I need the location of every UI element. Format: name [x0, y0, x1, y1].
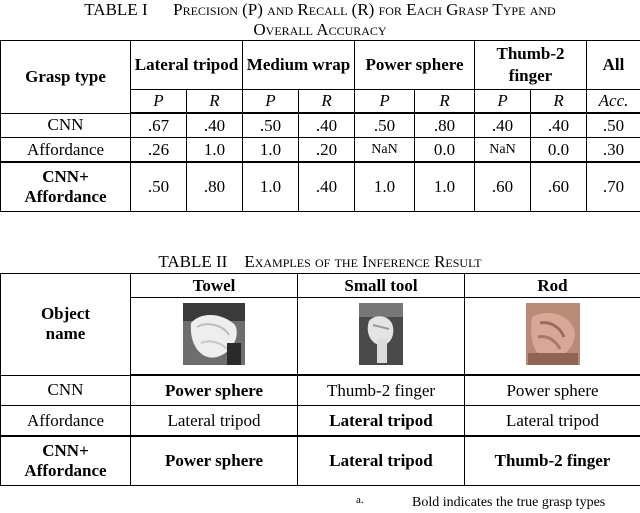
table-cell: .40	[299, 113, 355, 138]
table-cell: 1.0	[187, 138, 243, 163]
table-cell: NaN	[355, 138, 415, 163]
row-name-affordance: Affordance	[1, 406, 131, 437]
footnote-marker: a.	[356, 494, 364, 506]
subheader-r: R	[531, 90, 587, 114]
row-name-affordance: Affordance	[1, 138, 131, 163]
subheader-p: P	[243, 90, 299, 114]
table-row	[1, 113, 640, 138]
table1-label: TABLE I	[84, 0, 148, 19]
towel-grasp-image	[183, 303, 245, 365]
table-row	[1, 406, 640, 437]
table-cell: Power sphere	[131, 375, 298, 406]
table-cell: Lateral tripod	[465, 406, 640, 437]
rod-grasp-image	[526, 303, 580, 365]
table-cell: Thumb-2 finger	[465, 436, 640, 486]
table-cell: .60	[531, 162, 587, 212]
table-cell: 1.0	[243, 162, 299, 212]
table-cell: .60	[475, 162, 531, 212]
table-cell: .50	[131, 162, 187, 212]
table-cell: .40	[475, 113, 531, 138]
table1	[0, 40, 640, 212]
rod-image-cell	[465, 298, 640, 376]
table-cell: Lateral tripod	[131, 406, 298, 437]
table-cell: .67	[131, 113, 187, 138]
table1-caption	[0, 0, 640, 20]
table-cell: 0.0	[415, 138, 475, 163]
subheader-p: P	[475, 90, 531, 114]
header-object-name-line2: name	[45, 324, 86, 344]
row-name-cnn-affordance	[1, 162, 131, 212]
table-cell: .70	[587, 162, 640, 212]
table-cell: .20	[299, 138, 355, 163]
row-name-cnn: CNN	[1, 113, 131, 138]
subheader-p: P	[131, 90, 187, 114]
header-medium-wrap: Medium wrap	[243, 41, 355, 90]
table-cell: .50	[243, 113, 299, 138]
row-name-line2: Affordance	[24, 187, 107, 206]
header-power-sphere: Power sphere	[355, 41, 475, 90]
header-lateral-tripod: Lateral tripod	[131, 41, 243, 90]
table-cell: .40	[531, 113, 587, 138]
table-cell: Thumb-2 finger	[298, 375, 465, 406]
subheader-r: R	[415, 90, 475, 114]
header-towel: Towel	[131, 274, 298, 298]
subheader-r: R	[187, 90, 243, 114]
table2	[0, 273, 640, 486]
subheader-acc: Acc.	[587, 90, 640, 114]
table-cell: .40	[299, 162, 355, 212]
small-tool-grasp-image	[359, 303, 403, 365]
row-name-line1: CNN+	[42, 167, 89, 186]
table-cell: 1.0	[243, 138, 299, 163]
table-row	[1, 436, 640, 486]
table-cell: .50	[587, 113, 640, 138]
table-cell: NaN	[475, 138, 531, 163]
table-cell: .80	[187, 162, 243, 212]
header-object-name-line1: Object	[40, 304, 91, 324]
table-row	[1, 162, 640, 212]
row-name-line2: Affordance	[24, 461, 107, 480]
table-cell: 1.0	[355, 162, 415, 212]
table-cell: 0.0	[531, 138, 587, 163]
header-object-name	[1, 274, 131, 376]
table-cell: .40	[187, 113, 243, 138]
subheader-r: R	[299, 90, 355, 114]
table-cell: Power sphere	[465, 375, 640, 406]
header-rod: Rod	[465, 274, 640, 298]
table2-label: TABLE II	[158, 252, 228, 271]
header-thumb-2-finger: Thumb-2 finger	[475, 41, 587, 90]
table-cell: .26	[131, 138, 187, 163]
header-small-tool: Small tool	[298, 274, 465, 298]
table-cell: .80	[415, 113, 475, 138]
table-cell: 1.0	[415, 162, 475, 212]
row-name-line1: CNN+	[42, 441, 89, 460]
footnote-text: Bold indicates the true grasp types	[412, 495, 606, 510]
subheader-p: P	[355, 90, 415, 114]
table1-title-line2: Overall Accuracy	[253, 20, 387, 39]
table2-title: Examples of the Inference Result	[244, 252, 482, 271]
table-cell: Lateral tripod	[298, 406, 465, 437]
table-cell: .50	[355, 113, 415, 138]
header-all: All	[587, 41, 640, 90]
header-grasp-type: Grasp type	[1, 41, 131, 114]
table-cell: .30	[587, 138, 640, 163]
table1-title-line1: Precision (P) and Recall (R) for Each Grasp Type and	[173, 0, 556, 19]
table-cell: Power sphere	[131, 436, 298, 486]
table-cell: Lateral tripod	[298, 436, 465, 486]
row-name-cnn: CNN	[1, 375, 131, 406]
row-name-cnn-affordance	[1, 436, 131, 486]
table2-caption	[0, 252, 640, 272]
table-row	[1, 375, 640, 406]
table-row	[1, 138, 640, 163]
towel-image-cell	[131, 298, 298, 376]
small-tool-image-cell	[298, 298, 465, 376]
